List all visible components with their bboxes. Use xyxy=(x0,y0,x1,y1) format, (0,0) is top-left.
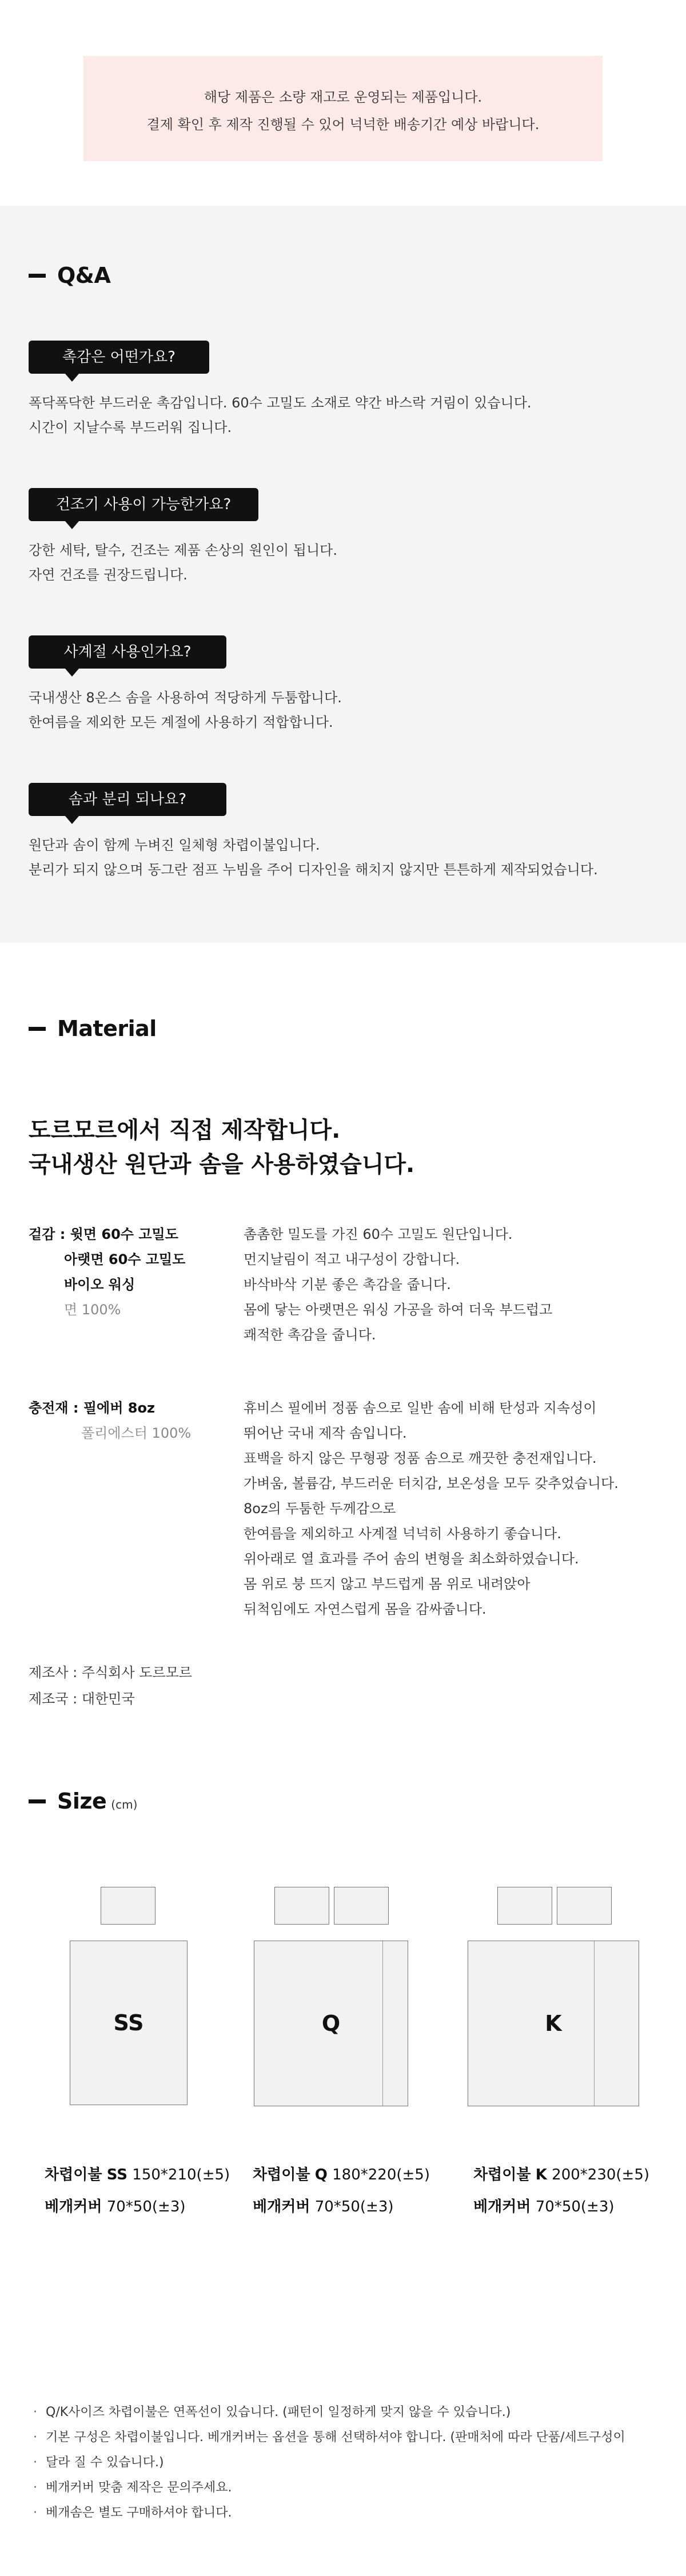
manufacturer-info xyxy=(29,1659,192,1712)
blanket-size-code: Q xyxy=(321,2011,341,2036)
qa-item xyxy=(29,488,657,587)
spec-code: K xyxy=(535,2166,547,2183)
spec-name: 차렵이불 xyxy=(45,2166,102,2183)
filling-label xyxy=(29,1395,234,1446)
answer-line: 원단과 솜이 함께 누벼진 일체형 차렵이불입니다. xyxy=(29,837,320,853)
blanket-size-code: SS xyxy=(113,2010,144,2035)
answer-line: 분리가 되지 않으며 동그란 점프 누빔을 주어 디자인을 해치지 않지만 튼튼하게 제작되었습니다. xyxy=(29,862,598,878)
description-line: 휴비스 필에버 정품 솜으로 일반 솜에 비해 탄성과 지속성이 xyxy=(244,1400,597,1416)
size-heading xyxy=(29,1789,137,1814)
description-line: 한여름을 제외하고 사계절 넉넉히 사용하기 좋습니다. xyxy=(244,1526,561,1542)
note-item: · 기본 구성은 차렵이불입니다. 베개커버는 옵션을 통해 선택하셔야 합니다. (판매처에 따라 단품/세트구성이 xyxy=(29,2425,657,2450)
spec-dims: 150*210(±5) xyxy=(132,2166,230,2183)
size-section xyxy=(0,1789,686,2576)
answer-line: 국내생산 8온스 솜을 사용하여 적당하게 두툼합니다. xyxy=(29,690,342,706)
filling-description xyxy=(244,1395,657,1622)
spec-code: Q xyxy=(314,2166,328,2183)
blanket-diagram-ss xyxy=(70,1941,188,2105)
blanket-diagram-q xyxy=(254,1941,408,2106)
heading-bar xyxy=(29,274,46,278)
description-line: 뒤척임에도 자연스럽게 몸을 감싸줍니다. xyxy=(244,1601,486,1617)
description-line: 몸 위로 붕 뜨지 않고 부드럽게 몸 위로 내려앉아 xyxy=(244,1576,531,1592)
notice-line: 해당 제품은 소량 재고로 운영되는 제품입니다. xyxy=(204,89,482,105)
headline-line: 국내생산 원단과 솜을 사용하였습니다. xyxy=(29,1151,415,1178)
pillow-diagram xyxy=(274,1887,329,1925)
fabric-label-line: 아랫면 60수 고밀도 xyxy=(64,1251,186,1267)
filling-composition: 폴리에스터 100% xyxy=(81,1425,192,1441)
filling-label-line: 충전재 : 필에버 8oz xyxy=(29,1400,155,1416)
note-item: · 베개커버 맞춤 제작은 문의주세요. xyxy=(29,2475,657,2501)
answer-text xyxy=(29,538,657,587)
fabric-composition: 면 100% xyxy=(64,1302,121,1318)
answer-line: 한여름을 제외한 모든 계절에 사용하기 적합합니다. xyxy=(29,714,333,730)
headline-line: 도르모르에서 직접 제작합니다. xyxy=(29,1117,341,1143)
answer-text xyxy=(29,686,657,735)
description-line: 촘촘한 밀도를 가진 60수 고밀도 원단입니다. xyxy=(244,1226,513,1242)
material-section xyxy=(0,943,686,1789)
fabric-description xyxy=(244,1222,657,1347)
description-line: 쾌적한 촉감을 줍니다. xyxy=(244,1327,376,1343)
spec-code: SS xyxy=(106,2166,128,2183)
spec-pillow-label: 베개커버 xyxy=(253,2198,310,2215)
pillow-diagram xyxy=(557,1887,612,1925)
fabric-label-line: 겉감 : 윗면 60수 고밀도 xyxy=(29,1226,178,1242)
fabric-label-line: 바이오 워싱 xyxy=(64,1277,135,1293)
spec-pillow-label: 베개커버 xyxy=(473,2198,531,2215)
description-line: 가벼움, 볼륨감, 부드러운 터치감, 보온성을 모두 갖추었습니다. xyxy=(244,1475,619,1491)
notice-section xyxy=(0,0,686,206)
heading-bar xyxy=(29,1027,46,1031)
manufacturer: 제조사 : 주식회사 도르모르 xyxy=(29,1665,192,1681)
note-item: · 베개솜은 별도 구매하셔야 합니다. xyxy=(29,2501,657,2526)
question-bubble: 건조기 사용이 가능한가요? xyxy=(29,488,258,521)
answer-line: 자연 건조를 권장드립니다. xyxy=(29,567,188,583)
pillow-diagram xyxy=(497,1887,552,1925)
size-notes xyxy=(29,2400,657,2526)
question-bubble: 솜과 분리 되나요? xyxy=(29,783,226,816)
answer-text xyxy=(29,391,657,440)
spec-name: 차렵이불 xyxy=(253,2166,310,2183)
heading-bar xyxy=(29,1799,46,1803)
spec-pillow-label: 베개커버 xyxy=(45,2198,102,2215)
description-line: 몸에 닿는 아랫면은 워싱 가공을 하여 더욱 부드럽고 xyxy=(244,1302,553,1318)
spec-k xyxy=(473,2159,649,2223)
qa-heading xyxy=(29,263,110,288)
notice-line: 결제 확인 후 제작 진행될 수 있어 넉넉한 배송기간 예상 바랍니다. xyxy=(146,117,540,133)
spec-pillow-dims: 70*50(±3) xyxy=(314,2198,394,2215)
spec-dims: 180*220(±5) xyxy=(332,2166,430,2183)
spec-q xyxy=(253,2159,430,2223)
spec-ss xyxy=(45,2159,230,2223)
answer-line: 폭닥폭닥한 부드러운 촉감입니다. 60수 고밀도 소재로 약간 바스락 거림이 있습니다. xyxy=(29,395,532,411)
note-item: · 달라 질 수 있습니다.) xyxy=(29,2450,657,2475)
note-item: · Q/K사이즈 차렵이불은 연폭선이 있습니다. (패턴이 일정하게 맞지 않을 수 있습니다.) xyxy=(29,2400,657,2425)
description-line: 표백을 하지 않은 무형광 정품 솜으로 깨끗한 충전재입니다. xyxy=(244,1450,597,1466)
description-line: 위아래로 열 효과를 주어 솜의 변형을 최소화하였습니다. xyxy=(244,1551,579,1567)
qa-section xyxy=(0,206,686,943)
blanket-diagram-k xyxy=(468,1941,639,2106)
qa-title: Q&A xyxy=(57,263,111,288)
spec-name: 차렵이불 xyxy=(473,2166,531,2183)
qa-item xyxy=(29,783,657,882)
description-line: 뛰어난 국내 제작 솜입니다. xyxy=(244,1425,407,1441)
description-line: 8oz의 두툼한 두께감으로 xyxy=(244,1501,396,1517)
qa-item xyxy=(29,635,657,735)
country-of-origin: 제조국 : 대한민국 xyxy=(29,1691,135,1707)
material-heading xyxy=(29,1016,157,1041)
blanket-size-code: K xyxy=(545,2011,562,2036)
material-headline xyxy=(29,1113,414,1182)
fabric-label xyxy=(29,1222,234,1322)
material-title: Material xyxy=(57,1016,157,1041)
pillow-diagram xyxy=(334,1887,389,1925)
answer-text xyxy=(29,833,657,882)
answer-line: 강한 세탁, 탈수, 건조는 제품 손상의 원인이 됩니다. xyxy=(29,542,337,558)
notice-box xyxy=(83,56,603,161)
spec-pillow-dims: 70*50(±3) xyxy=(106,2198,186,2215)
qa-item xyxy=(29,341,657,440)
size-unit: (cm) xyxy=(111,1798,138,1811)
question-bubble: 사계절 사용인가요? xyxy=(29,635,226,669)
answer-line: 시간이 지날수록 부드러워 집니다. xyxy=(29,419,232,435)
spec-pillow-dims: 70*50(±3) xyxy=(535,2198,615,2215)
description-line: 먼지날림이 적고 내구성이 강합니다. xyxy=(244,1251,460,1267)
size-title: Size xyxy=(57,1789,107,1814)
spec-dims: 200*230(±5) xyxy=(552,2166,650,2183)
description-line: 바삭바삭 기분 좋은 촉감을 줍니다. xyxy=(244,1277,451,1293)
pillow-diagram xyxy=(101,1887,155,1925)
question-bubble: 촉감은 어떤가요? xyxy=(29,341,209,374)
